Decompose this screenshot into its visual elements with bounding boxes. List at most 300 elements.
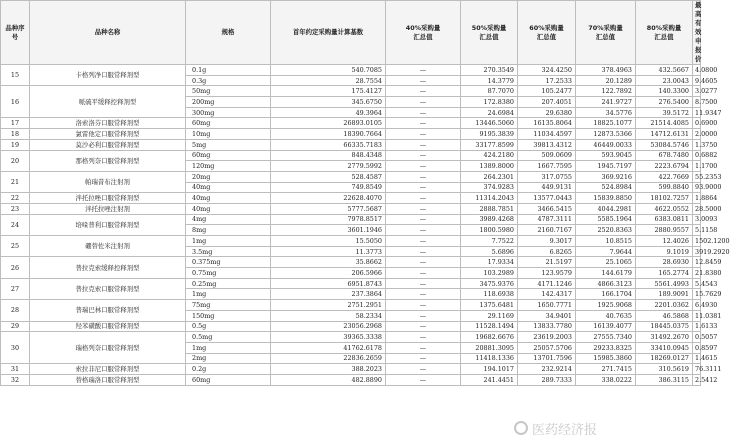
drug-name-cell: 羟苯磺酸口服常释剂型 (30, 321, 186, 332)
spec-cell: 0.3g (186, 75, 271, 86)
pct70-cell: 4866.3123 (576, 278, 636, 289)
seq-cell: 28 (1, 300, 30, 321)
pct70-cell: 7.9644 (576, 246, 636, 257)
drug-name-cell: 氯雷他定口服常释剂型 (30, 129, 186, 140)
pct40-cell: — (386, 193, 461, 204)
watermark-text: 医药经济报 (532, 422, 598, 438)
seq-cell: 24 (1, 214, 30, 235)
base-cell: 237.3864 (271, 289, 386, 300)
pct40-cell: — (386, 203, 461, 214)
watermark (514, 420, 694, 436)
pct50-cell: 264.2301 (461, 171, 518, 182)
seq-cell: 23 (1, 203, 30, 214)
pct50-cell: 1389.8000 (461, 161, 518, 172)
drug-name-cell: 哌硫平缓释控释剂型 (30, 86, 186, 118)
pct80-cell: 21514.4085 (636, 118, 693, 129)
spec-cell: 0.375mg (186, 257, 271, 268)
spec-cell: 10mg (186, 129, 271, 140)
pct50-cell: 33177.8599 (461, 139, 518, 150)
max-price-cell: 76.3111 (693, 364, 701, 375)
pct50-cell: 17.9334 (461, 257, 518, 268)
spec-cell: 3.5mg (186, 246, 271, 257)
max-price-cell: 6.4930 (693, 300, 701, 311)
pct80-cell: 678.7480 (636, 150, 693, 161)
seq-cell: 27 (1, 278, 30, 299)
pct80-cell: 12.4026 (636, 236, 693, 247)
pct80-cell: 18445.0375 (636, 321, 693, 332)
table-row (1, 214, 701, 225)
pct40-cell: — (386, 374, 461, 385)
table-row (1, 86, 701, 97)
pct80-cell: 599.8840 (636, 182, 693, 193)
pct70-cell: 271.7415 (576, 364, 636, 375)
spec-cell: 2mg (186, 353, 271, 364)
pct80-cell: 310.5619 (636, 364, 693, 375)
pct70-cell: 40.7635 (576, 310, 636, 321)
pct40-cell: — (386, 75, 461, 86)
pct40-cell: — (386, 171, 461, 182)
pct60-cell: 324.4250 (518, 65, 576, 76)
spec-cell: 40mg (186, 193, 271, 204)
pct50-cell: 7.7522 (461, 236, 518, 247)
pct70-cell: 34.5776 (576, 107, 636, 118)
seq-cell: 15 (1, 65, 30, 86)
pct50-cell: 5.6896 (461, 246, 518, 257)
pct50-cell: 1375.6481 (461, 300, 518, 311)
spec-cell: 300mg (186, 107, 271, 118)
base-cell: 18390.7664 (271, 129, 386, 140)
pct40-cell: — (386, 310, 461, 321)
pct40-cell: — (386, 86, 461, 97)
pct70-cell: 378.4963 (576, 65, 636, 76)
pct80-cell: 33410.0945 (636, 342, 693, 353)
pct70-cell: 166.1704 (576, 289, 636, 300)
max-price-cell: 2.0000 (693, 129, 701, 140)
pct40-cell: — (386, 236, 461, 247)
pct50-cell: 11314.2043 (461, 193, 518, 204)
pct80-cell: 31492.2670 (636, 332, 693, 343)
pct50-cell: 424.2180 (461, 150, 518, 161)
table-row (1, 321, 701, 332)
table-row (1, 129, 701, 140)
watermark-logo-icon (514, 421, 528, 435)
drug-name-cell: 普拉克索口服常释剂型 (30, 278, 186, 299)
seq-cell: 17 (1, 118, 30, 129)
drug-name-cell: 普拉克索缓释控释剂型 (30, 257, 186, 278)
pct60-cell: 13833.7780 (518, 321, 576, 332)
max-price-cell: 0.6900 (693, 118, 701, 129)
seq-cell: 26 (1, 257, 30, 278)
pct40-cell: — (386, 150, 461, 161)
pct40-cell: — (386, 214, 461, 225)
pct50-cell: 374.9283 (461, 182, 518, 193)
base-cell: 848.4348 (271, 150, 386, 161)
pct70-cell: 5585.1964 (576, 214, 636, 225)
pct50-cell: 14.3779 (461, 75, 518, 86)
pct70-cell: 27555.7340 (576, 332, 636, 343)
header-base: 首年约定采购量计算基数 (271, 1, 386, 65)
base-cell: 482.8890 (271, 374, 386, 385)
pct80-cell: 422.7669 (636, 171, 693, 182)
base-cell: 175.4127 (271, 86, 386, 97)
pct80-cell: 46.5868 (636, 310, 693, 321)
pct50-cell: 241.4451 (461, 374, 518, 385)
base-cell: 49.3964 (271, 107, 386, 118)
spec-cell: 40mg (186, 182, 271, 193)
pct50-cell: 19682.6676 (461, 332, 518, 343)
pct50-cell: 172.8380 (461, 97, 518, 108)
pct40-cell: — (386, 118, 461, 129)
pct80-cell: 4622.0552 (636, 203, 693, 214)
seq-cell: 25 (1, 236, 30, 257)
spec-cell: 0.75mg (186, 268, 271, 279)
pct50-cell: 20881.3095 (461, 342, 518, 353)
pct80-cell: 165.2774 (636, 268, 693, 279)
drug-name-cell: 洛索洛芬口服常释剂型 (30, 118, 186, 129)
pct70-cell: 46449.0033 (576, 139, 636, 150)
seq-cell: 29 (1, 321, 30, 332)
table-row (1, 374, 701, 385)
base-cell: 540.7085 (271, 65, 386, 76)
spec-cell: 60mg (186, 150, 271, 161)
pct70-cell: 12873.5366 (576, 129, 636, 140)
max-price-cell: 3.0277 (693, 86, 701, 97)
pct80-cell: 276.5400 (636, 97, 693, 108)
pct60-cell: 13701.7596 (518, 353, 576, 364)
pct60-cell: 1650.7771 (518, 300, 576, 311)
table-row (1, 118, 701, 129)
pct60-cell: 142.4317 (518, 289, 576, 300)
base-cell: 5777.5687 (271, 203, 386, 214)
max-price-cell: 9.4605 (693, 75, 701, 86)
pct50-cell: 3475.9376 (461, 278, 518, 289)
spec-cell: 200mg (186, 97, 271, 108)
pct70-cell: 15985.3860 (576, 353, 636, 364)
pct40-cell: — (386, 107, 461, 118)
pct40-cell: — (386, 321, 461, 332)
table-body (1, 65, 730, 386)
table-row (1, 139, 701, 150)
pct60-cell: 105.2477 (518, 86, 576, 97)
pct50-cell: 13446.5060 (461, 118, 518, 129)
seq-cell: 18 (1, 129, 30, 140)
pct70-cell: 593.9045 (576, 150, 636, 161)
max-price-cell: 0.5057 (693, 332, 701, 343)
pct70-cell: 10.8515 (576, 236, 636, 247)
max-price-cell: 12.8459 (693, 257, 701, 268)
pct70-cell: 241.9727 (576, 97, 636, 108)
drug-name-cell: 索拉非尼口服常释剂型 (30, 364, 186, 375)
table-row (1, 203, 701, 214)
drug-name-cell: 帕瑞昔布注射剂 (30, 171, 186, 192)
spec-cell: 1mg (186, 289, 271, 300)
pct60-cell: 21.5197 (518, 257, 576, 268)
base-cell: 528.4587 (271, 171, 386, 182)
spec-cell: 0.25mg (186, 278, 271, 289)
base-cell: 2751.2951 (271, 300, 386, 311)
drug-name-cell: 普瑞巴林口服常释剂型 (30, 300, 186, 321)
table-row (1, 65, 701, 76)
max-price-cell: 3919.2920 (693, 246, 701, 257)
drug-name-cell: 瑞格列奈口服常释剂型 (30, 332, 186, 364)
pct40-cell: — (386, 364, 461, 375)
pct80-cell: 6383.0811 (636, 214, 693, 225)
table-row (1, 171, 701, 182)
pct60-cell: 23619.2003 (518, 332, 576, 343)
table-row (1, 300, 701, 311)
pct50-cell: 11528.1494 (461, 321, 518, 332)
pct40-cell: — (386, 182, 461, 193)
max-price-cell: 3.0093 (693, 214, 701, 225)
drug-name-cell: 卡格列净口服常释剂型 (30, 65, 186, 86)
spec-cell: 1mg (186, 342, 271, 353)
seq-cell: 19 (1, 139, 30, 150)
pct40-cell: — (386, 161, 461, 172)
pct60-cell: 4787.3111 (518, 214, 576, 225)
pct70-cell: 25.1065 (576, 257, 636, 268)
spec-cell: 0.1g (186, 65, 271, 76)
pct50-cell: 118.6938 (461, 289, 518, 300)
table-row (1, 150, 701, 161)
table-row (1, 257, 701, 268)
max-price-cell: 2.5412 (693, 374, 701, 385)
drug-name-cell: 泮托拉唑口服常释剂型 (30, 193, 186, 204)
pct70-cell: 122.7892 (576, 86, 636, 97)
pct70-cell: 2520.8363 (576, 225, 636, 236)
base-cell: 22628.4070 (271, 193, 386, 204)
pct50-cell: 11418.1336 (461, 353, 518, 364)
pct80-cell: 23.0043 (636, 75, 693, 86)
seq-cell: 22 (1, 193, 30, 204)
pct40-cell: — (386, 246, 461, 257)
pct70-cell: 15839.8850 (576, 193, 636, 204)
pct50-cell: 3989.4268 (461, 214, 518, 225)
pct80-cell: 28.6930 (636, 257, 693, 268)
max-price-cell: 1.3750 (693, 139, 701, 150)
pct60-cell: 289.7333 (518, 374, 576, 385)
max-price-cell: 0.6882 (693, 150, 701, 161)
pct80-cell: 14712.6131 (636, 129, 693, 140)
max-price-cell: 28.5000 (693, 203, 701, 214)
max-price-cell: 0.8597 (693, 342, 701, 353)
pct60-cell: 39813.4312 (518, 139, 576, 150)
pct50-cell: 29.1169 (461, 310, 518, 321)
base-cell: 11.3773 (271, 246, 386, 257)
spec-cell: 0.5mg (186, 332, 271, 343)
pct40-cell: — (386, 65, 461, 76)
max-price-cell: 15.7629 (693, 289, 701, 300)
pct50-cell: 103.2989 (461, 268, 518, 279)
seq-cell: 20 (1, 150, 30, 171)
max-price-cell: 5.4543 (693, 278, 701, 289)
base-cell: 66335.7183 (271, 139, 386, 150)
header-60pct: 60%采购量 汇总值 (518, 1, 576, 65)
pct40-cell: — (386, 97, 461, 108)
base-cell: 206.5966 (271, 268, 386, 279)
pct60-cell: 1667.7595 (518, 161, 576, 172)
pct40-cell: — (386, 332, 461, 343)
seq-cell: 16 (1, 86, 30, 118)
pct70-cell: 338.0222 (576, 374, 636, 385)
spec-cell: 120mg (186, 161, 271, 172)
pct60-cell: 34.9401 (518, 310, 576, 321)
pct80-cell: 386.3115 (636, 374, 693, 385)
pct60-cell: 2160.7167 (518, 225, 576, 236)
drug-name-cell: 替格瑞洛口服常释剂型 (30, 374, 186, 385)
pct60-cell: 4171.1246 (518, 278, 576, 289)
pct50-cell: 1800.5980 (461, 225, 518, 236)
max-price-cell: 1502.1200 (693, 236, 701, 247)
pct50-cell: 24.6984 (461, 107, 518, 118)
pct80-cell: 5561.4993 (636, 278, 693, 289)
pct60-cell: 509.0609 (518, 150, 576, 161)
header-name: 品种名称 (30, 1, 186, 65)
pct70-cell: 16139.4077 (576, 321, 636, 332)
max-price-cell: 11.9347 (693, 107, 701, 118)
drug-name-cell: 那格列奈口服常释剂型 (30, 150, 186, 171)
spec-cell: 8mg (186, 225, 271, 236)
pct60-cell: 16135.8064 (518, 118, 576, 129)
base-cell: 15.5050 (271, 236, 386, 247)
header-spec: 规格 (186, 1, 271, 65)
pct70-cell: 20.1289 (576, 75, 636, 86)
pct70-cell: 369.9216 (576, 171, 636, 182)
pct60-cell: 29.6380 (518, 107, 576, 118)
pct50-cell: 87.7070 (461, 86, 518, 97)
header-70pct: 70%采购量 汇总值 (576, 1, 636, 65)
table-row (1, 193, 701, 204)
spec-cell: 4mg (186, 214, 271, 225)
pct80-cell: 18269.0127 (636, 353, 693, 364)
header-50pct: 50%采购量 汇总值 (461, 1, 518, 65)
spec-cell: 5mg (186, 139, 271, 150)
max-price-cell: 1.6133 (693, 321, 701, 332)
pct60-cell: 449.9131 (518, 182, 576, 193)
base-cell: 6951.8743 (271, 278, 386, 289)
pct80-cell: 39.5172 (636, 107, 693, 118)
pct70-cell: 524.8984 (576, 182, 636, 193)
base-cell: 26893.0105 (271, 118, 386, 129)
pct40-cell: — (386, 257, 461, 268)
drug-name-cell: 培哚普利口服常释剂型 (30, 214, 186, 235)
pct40-cell: — (386, 342, 461, 353)
header-80pct: 80%采购量 汇总值 (636, 1, 693, 65)
pct50-cell: 2888.7851 (461, 203, 518, 214)
pct70-cell: 4044.2981 (576, 203, 636, 214)
pct80-cell: 53084.5746 (636, 139, 693, 150)
drug-name-cell: 莫沙必利口服常释剂型 (30, 139, 186, 150)
pct60-cell: 25057.5706 (518, 342, 576, 353)
base-cell: 2779.5992 (271, 161, 386, 172)
pct60-cell: 317.0755 (518, 171, 576, 182)
header-max-price: 最高有效申报价 (693, 1, 701, 65)
pct80-cell: 2223.6794 (636, 161, 693, 172)
pct70-cell: 18825.1077 (576, 118, 636, 129)
base-cell: 58.2334 (271, 310, 386, 321)
pct80-cell: 432.5667 (636, 65, 693, 76)
pct60-cell: 9.3017 (518, 236, 576, 247)
spec-cell: 50mg (186, 86, 271, 97)
table-row (1, 278, 701, 289)
base-cell: 39365.3338 (271, 332, 386, 343)
pct60-cell: 123.9579 (518, 268, 576, 279)
pct50-cell: 9195.3839 (461, 129, 518, 140)
header-seq: 品种序号 (1, 1, 30, 65)
spec-cell: 150mg (186, 310, 271, 321)
table-row (1, 236, 701, 247)
max-price-cell: 4.0800 (693, 65, 701, 76)
pct70-cell: 144.6179 (576, 268, 636, 279)
pct60-cell: 232.9214 (518, 364, 576, 375)
pct80-cell: 9.1019 (636, 246, 693, 257)
spec-cell: 75mg (186, 300, 271, 311)
pct60-cell: 3466.5415 (518, 203, 576, 214)
spec-cell: 60mg (186, 374, 271, 385)
pct60-cell: 6.8265 (518, 246, 576, 257)
pct80-cell: 189.9091 (636, 289, 693, 300)
pct40-cell: — (386, 300, 461, 311)
pct60-cell: 11034.4597 (518, 129, 576, 140)
max-price-cell: 21.8380 (693, 268, 701, 279)
max-price-cell: 93.9000 (693, 182, 701, 193)
max-price-cell: 1.1700 (693, 161, 701, 172)
base-cell: 41762.6178 (271, 342, 386, 353)
header-row (1, 1, 701, 65)
max-price-cell: 11.0381 (693, 310, 701, 321)
pct40-cell: — (386, 289, 461, 300)
pct70-cell: 29233.8325 (576, 342, 636, 353)
pct50-cell: 194.1017 (461, 364, 518, 375)
base-cell: 345.6750 (271, 97, 386, 108)
base-cell: 23056.2968 (271, 321, 386, 332)
pct60-cell: 207.4051 (518, 97, 576, 108)
table-row (1, 332, 701, 343)
spec-cell: 60mg (186, 118, 271, 129)
pct40-cell: — (386, 268, 461, 279)
pct40-cell: — (386, 353, 461, 364)
table-row (1, 364, 701, 375)
base-cell: 3601.1946 (271, 225, 386, 236)
pct70-cell: 1925.9068 (576, 300, 636, 311)
spec-cell: 0.2g (186, 364, 271, 375)
seq-cell: 30 (1, 332, 30, 364)
pct80-cell: 140.3300 (636, 86, 693, 97)
max-price-cell: 5.1158 (693, 225, 701, 236)
pct40-cell: — (386, 278, 461, 289)
spec-cell: 0.5g (186, 321, 271, 332)
base-cell: 28.7554 (271, 75, 386, 86)
max-price-cell: 55.2353 (693, 171, 701, 182)
pct70-cell: 1945.7197 (576, 161, 636, 172)
seq-cell: 32 (1, 374, 30, 385)
base-cell: 749.8549 (271, 182, 386, 193)
base-cell: 22836.2659 (271, 353, 386, 364)
pct80-cell: 18102.7257 (636, 193, 693, 204)
pct60-cell: 17.2533 (518, 75, 576, 86)
header-40pct: 40%采购量 汇总值 (386, 1, 461, 65)
spec-cell: 1mg (186, 236, 271, 247)
base-cell: 388.2023 (271, 364, 386, 375)
spec-cell: 20mg (186, 171, 271, 182)
seq-cell: 31 (1, 364, 30, 375)
max-price-cell: 8.7500 (693, 97, 701, 108)
pct40-cell: — (386, 129, 461, 140)
pct40-cell: — (386, 225, 461, 236)
max-price-cell: 1.8864 (693, 193, 701, 204)
pct80-cell: 2880.9557 (636, 225, 693, 236)
max-price-cell: 1.4615 (693, 353, 701, 364)
spec-cell: 40mg (186, 203, 271, 214)
